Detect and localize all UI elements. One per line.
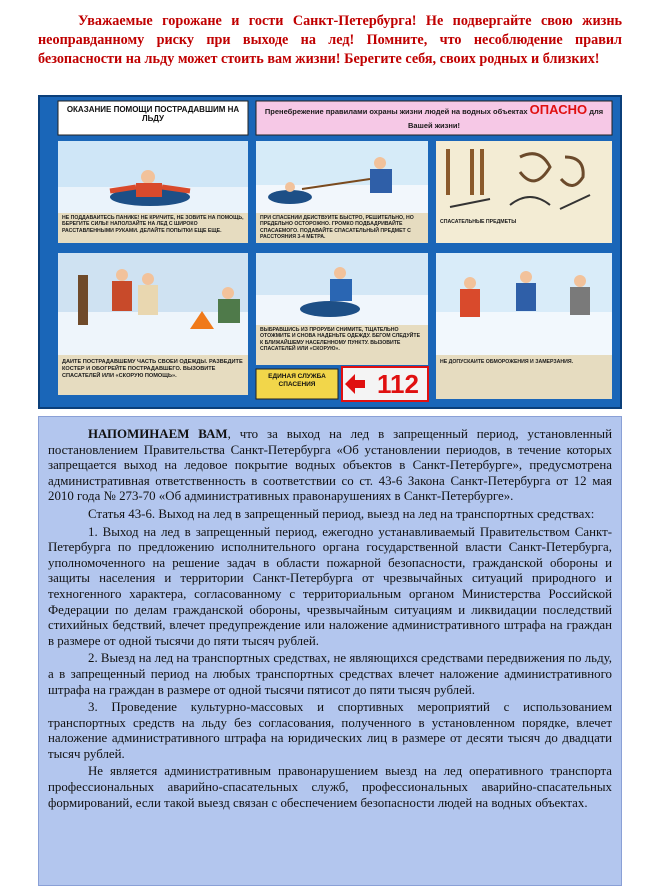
notice-item-3: 3. Проведение культурно-массовых и спортивных мероприятий с использованием транспортных средств на льду без согласования, полученного в установленном порядке, влечет наложение административного штрафа на юридических лиц в размере от десяти тысяч до двадцати тысяч рублей. — [48, 700, 612, 761]
poster-left-header: ОКАЗАНИЕ ПОМОЩИ ПОСТРАДАВШИМ НА ЛЬДУ — [66, 105, 240, 123]
poster-right-header-post: для Вашей жизни! — [408, 107, 604, 130]
rescue-number: 112 — [377, 369, 419, 399]
notice-lead-bold: НАПОМИНАЕМ ВАМ — [88, 427, 228, 441]
poster-caption-3: СПАСАТЕЛЬНЫЕ ПРЕДМЕТЫ — [440, 219, 517, 225]
notice-item-1: 1. Выход на лед в запрещенный период, ежегодно устанавливаемый Правительством Санкт-Петербурга по предложению исполнительного органа государственной власти Санкт-Петербурга, уполномоченного на решение задач в области пожарной безопасности, гражданской обороны и защиты населения и территории Санкт-Петербурга от чрезвычайных ситуаций природного и техногенного характера, согласованному с территориальным органом Министерства Российской Федерации по делам гражданской обороны, чрезвычайным ситуациям и ликвидации последствий стихийных бедствий, влечет предупреждение или наложение административного штрафа на граждан в размере от одной тысячи до пяти тысяч рублей. — [48, 524, 612, 648]
poster-caption-1: НЕ ПОДДАВАЙТЕСЬ ПАНИКЕ! НЕ КРИЧИТЕ, НЕ ЗОВИТЕ НА ПОМОЩЬ, БЕРЕГИТЕ СИЛЫ! НАПОЛЗАЙТЕ НА ЛЕД С ШИРОКО РАССТАВЛЕННЫМИ РУКАМИ. ДЕЛАЙТЕ ПОПЫТКИ ЕЩЕ ЕЩЕ. — [62, 215, 244, 234]
poster-caption-2: ПРИ СПАСЕНИИ ДЕЙСТВУЙТЕ БЫСТРО, РЕШИТЕЛЬНО, НО ПРЕДЕЛЬНО ОСТОРОЖНО. ГРОМКО ПОДБАДРИВАЙТЕ СПАСАЕМОГО. ПОДАВАЙТЕ СПАСАТЕЛЬНЫЙ ПРЕДМЕТ С РАССТОЯНИЯ 3-4 МЕТРА. — [260, 215, 414, 240]
poster-right-header-pre: Пренебрежение правилами охраны жизни людей на водных объектах — [264, 107, 528, 116]
poster-caption-4: ДАЙТЕ ПОСТРАДАВШЕМУ ЧАСТЬ СВОЕЙ ОДЕЖДЫ. РАЗВЕДИТЕ КОСТЕР И ОБОГРЕЙТЕ ПОСТРАДАВШЕГО. ВЫЗОВИТЕ СПАСАТЕЛЕЙ ИЛИ «СКОРУЮ ПОМОЩЬ». — [62, 359, 243, 379]
poster-caption-6: НЕ ДОПУСКАЙТЕ ОБМОРОЖЕНИЯ И ЗАМЕРЗАНИЯ. — [440, 359, 574, 365]
legal-notice — [38, 416, 622, 886]
notice-closing: Не является административным правонарушением выезд на лед оперативного транспорта профессиональных аварийно-спасательных служб, профессиональных аварийно-спасательных формирований, если такой выезд связан с обеспечением безопасности людей на водных объектах. — [48, 764, 612, 810]
poster-caption-5: ВЫБРАВШИСЬ ИЗ ПРОРУБИ СНИМИТЕ, ТЩАТЕЛЬНО ОТОЖМИТЕ И СНОВА НАДЕНЬТЕ ОДЕЖДУ. БЕГОМ СЛЕДУЙТЕ К БЛИЖАЙШЕМУ НАСЕЛЕННОМУ ПУНКТУ. ВЫЗОВИТЕ СПАСАТЕЛЕЙ ИЛИ «СКОРУЮ». — [260, 327, 421, 352]
safety-poster — [38, 95, 622, 409]
notice-article-title: Статья 43-6. Выход на лед в запрещенный период, выезд на лед на транспортных средствах: — [88, 506, 595, 521]
rescue-service-label: ЕДИНАЯ СЛУЖБА СПАСЕНИЯ — [268, 373, 326, 388]
notice-lead-rest: , что за выход на лед в запрещенный период, установленный постановлением Правительства Санкт-Петербурга «Об установлении периодов, в течение которых запрещается выход на ледовое покрытие водных объектов в Санкт-Петербурге», предусмотрена административная ответственность в соответствии со ст. 43-6 Закона Санкт-Петербурга от 12 мая 2010 года № 273-70 «Об административных правонарушениях в Санкт-Петербурге». — [48, 427, 612, 504]
warning-headline: Уважаемые горожане и гости Санкт-Петербурга! Не подвергайте свою жизнь неоправданному риску при выходе на лед! Помните, что несоблюдение правил безопасности на льду может стоить вам жизни! Берегите себя, своих родных и близких! — [38, 13, 622, 67]
notice-lead-paragraph — [48, 427, 612, 505]
poster-danger-word: ОПАСНО — [529, 103, 588, 117]
notice-item-2: 2. Выезд на лед на транспортных средствах, не являющихся средствами передвижения по льду, а в запрещенный период на любых транспортных средствах влечет наложение административного штрафа на граждан в размере от одной тысячи пятисот до пяти тысяч рублей. — [48, 651, 612, 697]
poster-right-header — [260, 103, 608, 135]
